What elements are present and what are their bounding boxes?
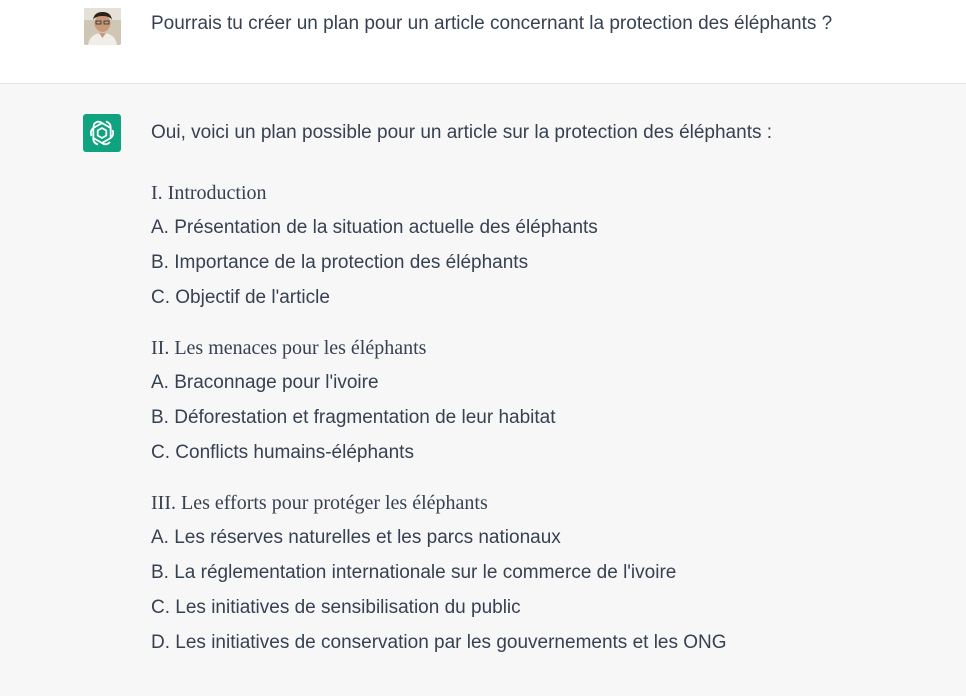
outline-item: A. Les réserves naturelles et les parcs nationaux <box>151 527 561 548</box>
outline-item: D. Les initiatives de conservation par les gouvernements et les ONG <box>151 632 727 653</box>
outline-section-heading: I. Introduction <box>151 182 267 204</box>
user-avatar-photo-icon <box>84 8 121 45</box>
outline-section-heading: III. Les efforts pour protéger les éléphants <box>151 492 488 514</box>
outline-section-heading: II. Les menaces pour les éléphants <box>151 337 427 359</box>
user-message-row <box>0 0 966 84</box>
openai-logo-icon <box>83 114 121 152</box>
assistant-message-row <box>0 84 966 696</box>
outline-item: B. Importance de la protection des éléphants <box>151 252 529 273</box>
outline-item: C. Objectif de l'article <box>151 287 330 308</box>
user-message-text: Pourrais tu créer un plan pour un article concernant la protection des éléphants ? <box>151 13 833 34</box>
outline-item: B. La réglementation internationale sur le commerce de l'ivoire <box>151 562 677 583</box>
outline-section-3 <box>151 491 727 655</box>
outline-section-2 <box>151 336 727 465</box>
assistant-intro-text: Oui, voici un plan possible pour un article sur la protection des éléphants : <box>151 122 773 143</box>
outline-section-1 <box>151 181 727 310</box>
outline-item: B. Déforestation et fragmentation de leur habitat <box>151 407 556 428</box>
outline-item: C. Conflicts humains-éléphants <box>151 442 414 463</box>
outline-item: A. Braconnage pour l'ivoire <box>151 372 379 393</box>
assistant-avatar <box>83 114 121 152</box>
article-outline <box>151 181 727 681</box>
user-avatar <box>84 8 121 45</box>
outline-item: C. Les initiatives de sensibilisation du public <box>151 597 521 618</box>
outline-item: A. Présentation de la situation actuelle des éléphants <box>151 217 598 238</box>
